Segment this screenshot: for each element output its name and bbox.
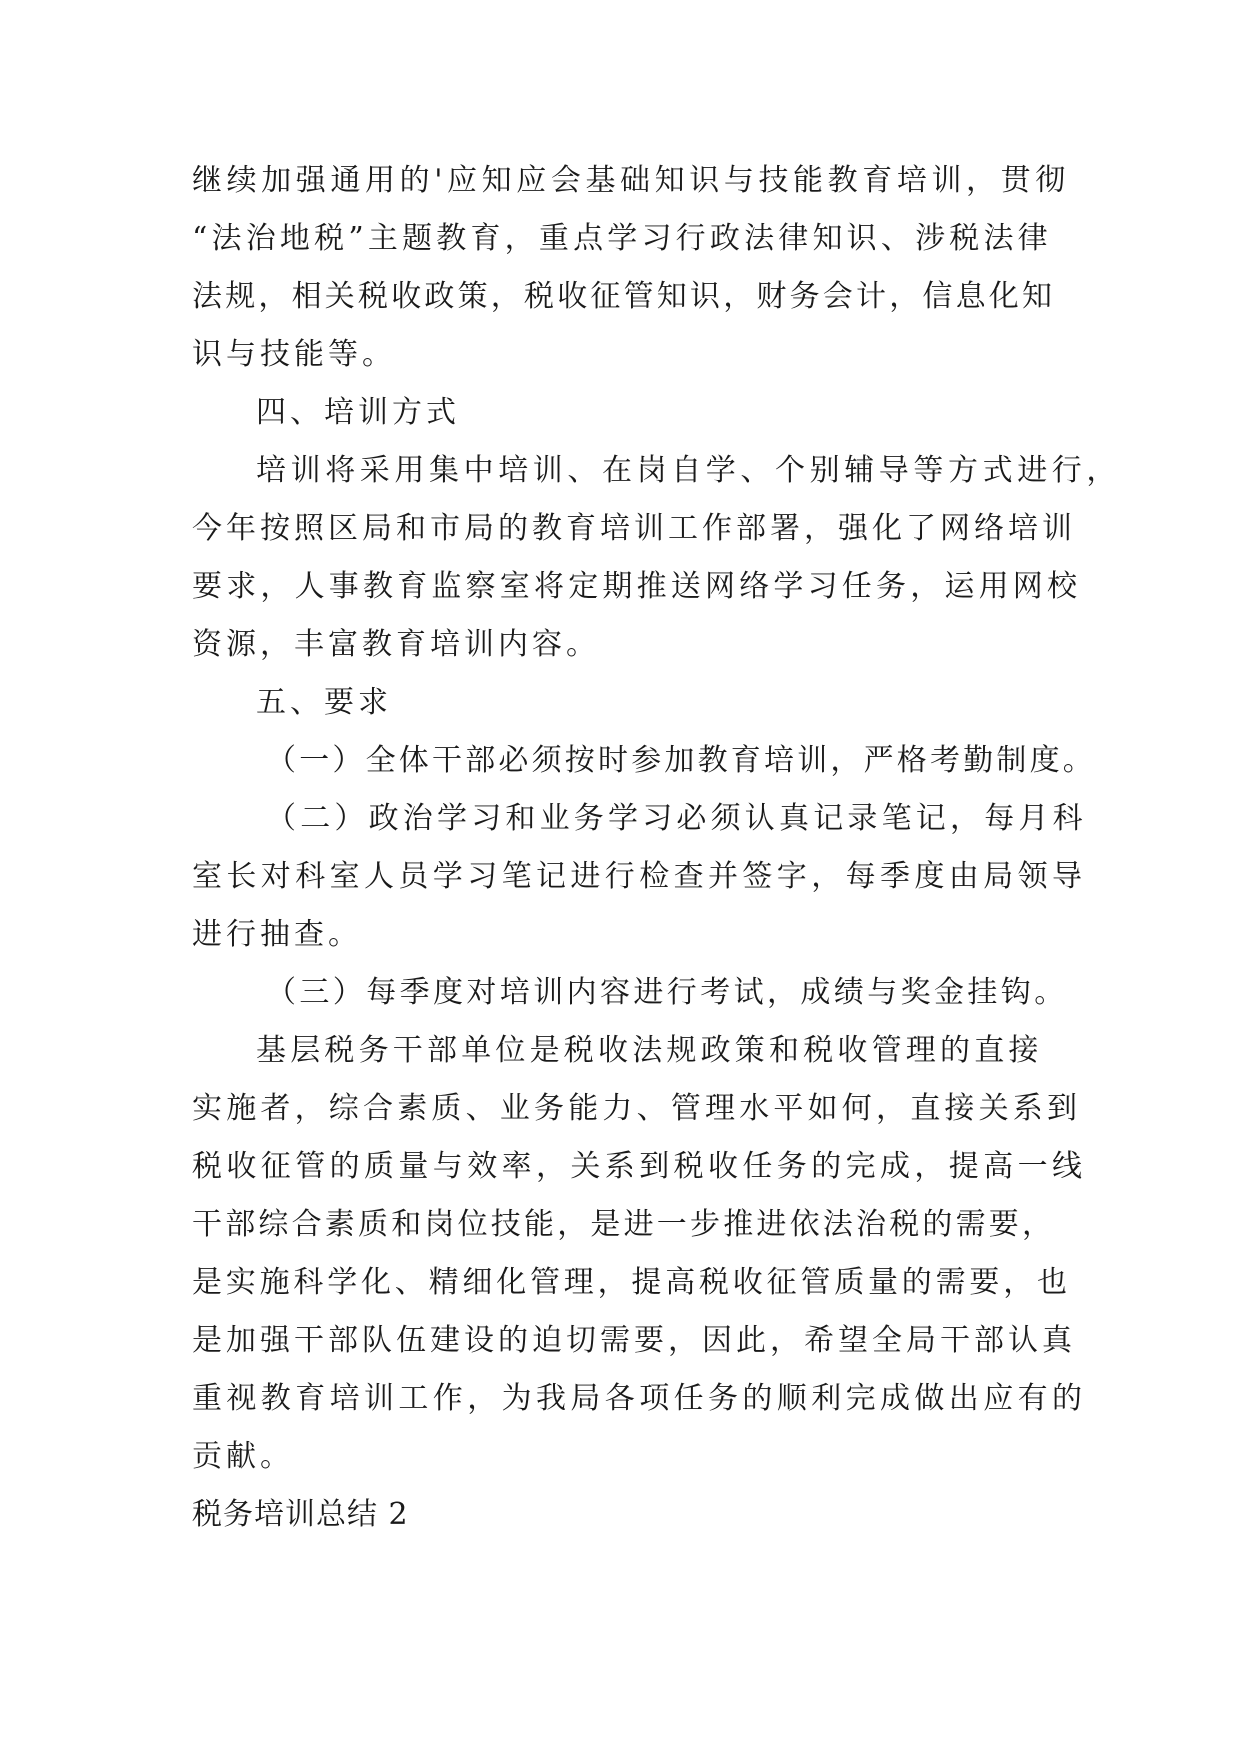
paragraph-line: 识与技能等。	[192, 337, 396, 372]
paragraph-line: 进行抽查。	[192, 917, 362, 952]
paragraph-line: 税收征管的质量与效率，关系到税收任务的完成，提高一线	[192, 1149, 1087, 1184]
section-heading: 五、要求	[256, 685, 392, 720]
paragraph-line: 今年按照区局和市局的教育培训工作部署，强化了网络培训	[192, 511, 1076, 546]
paragraph-line: 重视教育培训工作，为我局各项任务的顺利完成做出应有的	[192, 1381, 1087, 1416]
document-body	[192, 152, 1121, 1544]
section-heading: 四、培训方式	[256, 395, 460, 430]
paragraph-line: “法治地税”主题教育，重点学习行政法律知识、涉税法律	[192, 221, 1052, 256]
paragraph-line: 要求，人事教育监察室将定期推送网络学习任务，运用网校	[192, 569, 1082, 604]
paragraph-line: 法规，相关税收政策，税收征管知识，财务会计，信息化知	[192, 279, 1056, 314]
paragraph-line: 实施者，综合素质、业务能力、管理水平如何，直接关系到	[192, 1091, 1082, 1126]
list-item: （三）每季度对培训内容进行考试，成绩与奖金挂钩。	[266, 975, 1068, 1010]
paragraph-line: 继续加强通用的'应知应会基础知识与技能教育培训，贯彻	[192, 163, 1070, 198]
paragraph-line: 基层税务干部单位是税收法规政策和税收管理的直接	[256, 1033, 1043, 1068]
paragraph-line: 室长对科室人员学习笔记进行检查并签字，每季度由局领导	[192, 859, 1087, 894]
list-item: （一）全体干部必须按时参加教育培训，严格考勤制度。	[266, 743, 1096, 778]
paragraph-line: 是实施科学化、精细化管理，提高税收征管质量的需要，也	[192, 1265, 1071, 1300]
paragraph-line: 干部综合素质和岗位技能，是进一步推进依法治税的需要，	[192, 1207, 1056, 1242]
document-subtitle: 税务培训总结 2	[192, 1497, 409, 1532]
paragraph-line: 贡献。	[192, 1439, 294, 1474]
paragraph-line: 是加强干部队伍建设的迫切需要，因此，希望全局干部认真	[192, 1323, 1076, 1358]
list-item: （二）政治学习和业务学习必须认真记录笔记，每月科	[266, 801, 1087, 836]
paragraph-line: 资源，丰富教育培训内容。	[192, 627, 600, 662]
paragraph-line: 培训将采用集中培训、在岗自学、个别辅导等方式进行，	[256, 453, 1121, 488]
